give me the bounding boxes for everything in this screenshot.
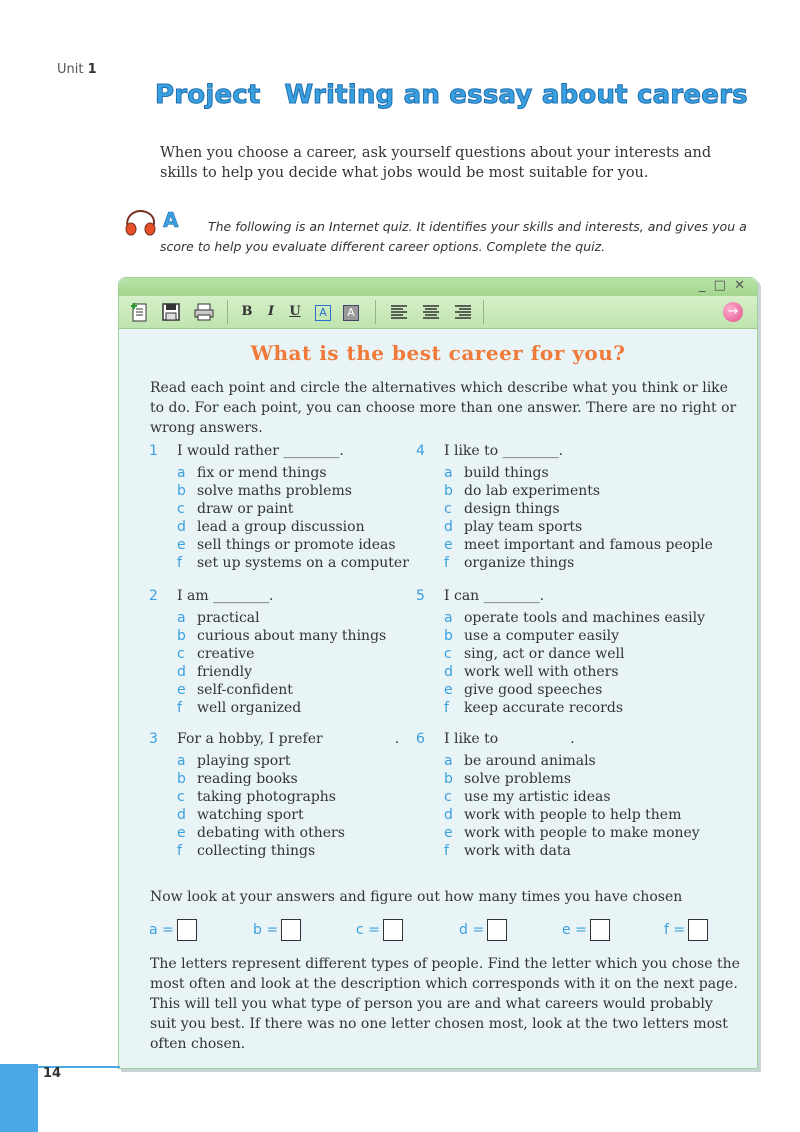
answer-option[interactable] [177, 807, 304, 823]
option-text: sell things or promote ideas [197, 537, 396, 553]
option-letter: b [177, 771, 186, 787]
answer-option[interactable] [177, 465, 327, 481]
answer-option[interactable] [177, 825, 345, 841]
answer-option[interactable] [444, 555, 574, 571]
option-letter: f [177, 843, 182, 859]
question-prompt: I like to [444, 731, 499, 747]
question-number: 4 [416, 443, 425, 459]
option-letter: a [177, 753, 186, 769]
option-letter: a [177, 610, 186, 626]
option-letter: d [444, 664, 453, 680]
answer-option[interactable] [444, 753, 596, 769]
option-text: design things [464, 501, 560, 517]
option-letter: d [177, 807, 186, 823]
answer-option[interactable] [177, 664, 252, 680]
option-text: operate tools and machines easily [464, 610, 706, 626]
score-a: a = [149, 919, 197, 941]
quiz-title: What is the best career for you? [250, 341, 626, 365]
option-text: reading books [197, 771, 298, 787]
option-text: meet important and famous people [464, 537, 713, 553]
page-number: 14 [43, 1066, 62, 1081]
option-letter: c [177, 646, 185, 662]
answer-option[interactable] [177, 771, 298, 787]
answer-option[interactable] [444, 537, 713, 553]
option-text: use my artistic ideas [464, 789, 611, 805]
underline-button[interactable]: U [289, 304, 301, 319]
score-box[interactable] [688, 919, 708, 941]
page-edge-strip [0, 1064, 38, 1132]
answer-option[interactable] [177, 483, 352, 499]
window-titlebar [119, 278, 757, 296]
option-text: solve problems [464, 771, 572, 787]
option-letter: f [177, 700, 182, 716]
option-text: work well with others [464, 664, 619, 680]
option-letter: a [444, 610, 453, 626]
option-letter: e [444, 682, 453, 698]
option-text: fix or mend things [197, 465, 327, 481]
font-color-button[interactable]: A [315, 305, 331, 321]
answer-option[interactable] [177, 646, 254, 662]
answer-option[interactable] [444, 628, 619, 644]
option-letter: e [444, 537, 453, 553]
option-letter: f [444, 700, 449, 716]
option-text: work with people to make money [464, 825, 700, 841]
option-text: work with people to help them [464, 807, 682, 823]
question-prompt: For a hobby, I prefer [177, 731, 323, 747]
toolbar-separator [375, 300, 376, 324]
option-text: give good speeches [464, 682, 603, 698]
option-letter: f [177, 555, 182, 571]
answer-option[interactable] [444, 843, 571, 859]
option-text: solve maths problems [197, 483, 352, 499]
option-text: lead a group discussion [197, 519, 365, 535]
answer-option[interactable] [444, 771, 571, 787]
score-box[interactable] [487, 919, 507, 941]
option-text: debating with others [197, 825, 345, 841]
answer-option[interactable] [177, 628, 386, 644]
answer-option[interactable] [177, 843, 315, 859]
question-number: 5 [416, 588, 425, 604]
option-letter: a [444, 753, 453, 769]
quiz-intro: Read each point and circle the alternatives which describe what you think or like to do. For each point, you can choose more than one answer. There are no right or wrong answers. [150, 380, 737, 436]
editor-toolbar [119, 296, 757, 329]
option-letter: c [444, 789, 452, 805]
option-letter: c [177, 501, 185, 517]
score-e: e = [562, 919, 610, 941]
option-letter: b [177, 628, 186, 644]
score-d: d = [459, 919, 507, 941]
option-letter: f [444, 843, 449, 859]
headphones-icon [122, 206, 160, 236]
unit-label: Unit 1 [57, 62, 97, 77]
option-text: organize things [464, 555, 575, 571]
results-explanation: The letters represent different types of people. Find the letter which you chose the most often and look at the description which corresponds with it on the next page. This will tell you what type of person you are and what careers would probably suit you best. If there was no one letter chosen most, look at the two letters most often chosen. [150, 956, 740, 1052]
option-text: curious about many things [197, 628, 387, 644]
question-5 [416, 588, 706, 718]
page-title: Project Writing an essay about careers [155, 80, 748, 110]
score-box[interactable] [590, 919, 610, 941]
score-b: b = [253, 919, 301, 941]
answer-option[interactable] [177, 537, 396, 553]
answer-option[interactable] [444, 825, 700, 841]
question-prompt: I would rather ________. [177, 443, 344, 459]
new-document-icon[interactable] [129, 302, 151, 322]
answer-option[interactable] [444, 789, 611, 805]
option-text: well organized [197, 700, 302, 716]
option-text: sing, act or dance well [464, 646, 625, 662]
option-letter: a [444, 465, 453, 481]
option-letter: b [177, 483, 186, 499]
question-number: 6 [416, 731, 425, 747]
question-number: 2 [149, 588, 158, 604]
option-text: draw or paint [197, 501, 294, 517]
option-text: build things [464, 465, 549, 481]
answer-option[interactable] [177, 555, 409, 571]
option-text: set up systems on a computer [197, 555, 409, 571]
toolbar-separator [227, 300, 228, 324]
option-letter: b [444, 483, 453, 499]
option-text: watching sport [197, 807, 304, 823]
window-controls[interactable]: _ □ ✕ [699, 278, 747, 293]
next-arrow-button[interactable]: → [723, 302, 743, 322]
question-prompt: I can ________. [444, 588, 545, 604]
question-4 [416, 443, 713, 573]
option-letter: c [444, 501, 452, 517]
question-6 [416, 731, 700, 861]
option-text: do lab experiments [464, 483, 601, 499]
answer-option[interactable] [444, 501, 560, 517]
answer-option[interactable] [177, 501, 293, 517]
question-text [177, 588, 274, 604]
option-text: friendly [197, 664, 253, 680]
option-letter: e [177, 825, 186, 841]
quiz-window [118, 277, 758, 1069]
question-3 [149, 731, 429, 861]
question-text [444, 731, 575, 747]
question-text [444, 588, 544, 604]
option-text: keep accurate records [464, 700, 623, 716]
question-blank-end: . [394, 731, 400, 747]
score-f: f = [664, 919, 708, 941]
answer-option[interactable] [177, 682, 293, 698]
score-c: c = [356, 919, 403, 941]
option-text: self-confident [197, 682, 293, 698]
option-text: work with data [464, 843, 571, 859]
option-text: practical [197, 610, 260, 626]
option-letter: d [444, 807, 453, 823]
option-letter: c [177, 789, 185, 805]
save-icon[interactable] [161, 302, 181, 322]
question-text [177, 443, 344, 459]
option-letter: d [177, 664, 186, 680]
italic-button[interactable]: I [267, 304, 275, 319]
question-blank-end: . [570, 731, 575, 747]
align-center-icon[interactable] [421, 302, 441, 322]
answer-option[interactable] [444, 610, 705, 626]
option-letter: b [444, 771, 453, 787]
question-1 [149, 443, 429, 573]
answer-option[interactable] [177, 610, 260, 626]
question-text [444, 443, 563, 459]
section-a-instruction: The following is an Internet quiz. It identifies your skills and interests, and gives you a score to help you evaluate different career options. Complete the quiz. [160, 219, 747, 254]
option-letter: b [444, 628, 453, 644]
option-letter: a [177, 465, 186, 481]
answer-option[interactable] [444, 807, 681, 823]
question-text [177, 731, 399, 747]
option-letter: d [177, 519, 186, 535]
answer-option[interactable] [444, 700, 623, 716]
answer-option[interactable] [177, 789, 336, 805]
score-box[interactable] [281, 919, 301, 941]
section-a-badge: A [163, 208, 179, 232]
option-text: taking photographs [197, 789, 336, 805]
option-text: playing sport [197, 753, 291, 769]
answer-option[interactable] [444, 664, 619, 680]
option-letter: c [444, 646, 452, 662]
question-prompt: I am ________. [177, 588, 274, 604]
option-text: play team sports [464, 519, 583, 535]
bold-button[interactable]: B [241, 304, 253, 319]
answer-option[interactable] [444, 519, 582, 535]
align-left-icon[interactable] [389, 302, 409, 322]
option-text: use a computer easily [464, 628, 619, 644]
score-box[interactable] [383, 919, 403, 941]
intro-paragraph: When you choose a career, ask yourself questions about your interests and skills to help you decide what jobs would be most suitable for you. [160, 145, 712, 181]
answer-option[interactable] [177, 519, 365, 535]
score-box[interactable] [177, 919, 197, 941]
answer-option[interactable] [444, 682, 602, 698]
question-number: 1 [149, 443, 158, 459]
answer-option[interactable] [177, 700, 301, 716]
option-text: be around animals [464, 753, 596, 769]
question-2 [149, 588, 429, 718]
answer-option[interactable] [444, 465, 549, 481]
align-right-icon[interactable] [453, 302, 473, 322]
option-letter: e [177, 537, 186, 553]
answer-option[interactable] [444, 483, 600, 499]
highlight-button[interactable]: A [343, 305, 359, 321]
answer-option[interactable] [444, 646, 625, 662]
option-text: collecting things [197, 843, 316, 859]
option-letter: d [444, 519, 453, 535]
question-prompt: I like to ________. [444, 443, 564, 459]
option-letter: e [177, 682, 186, 698]
print-icon[interactable] [193, 302, 215, 322]
option-letter: e [444, 825, 453, 841]
tally-instruction: Now look at your answers and figure out how many times you have chosen [150, 889, 683, 905]
option-letter: f [444, 555, 449, 571]
question-number: 3 [149, 731, 158, 747]
toolbar-separator [483, 300, 484, 324]
answer-option[interactable] [177, 753, 291, 769]
option-text: creative [197, 646, 255, 662]
